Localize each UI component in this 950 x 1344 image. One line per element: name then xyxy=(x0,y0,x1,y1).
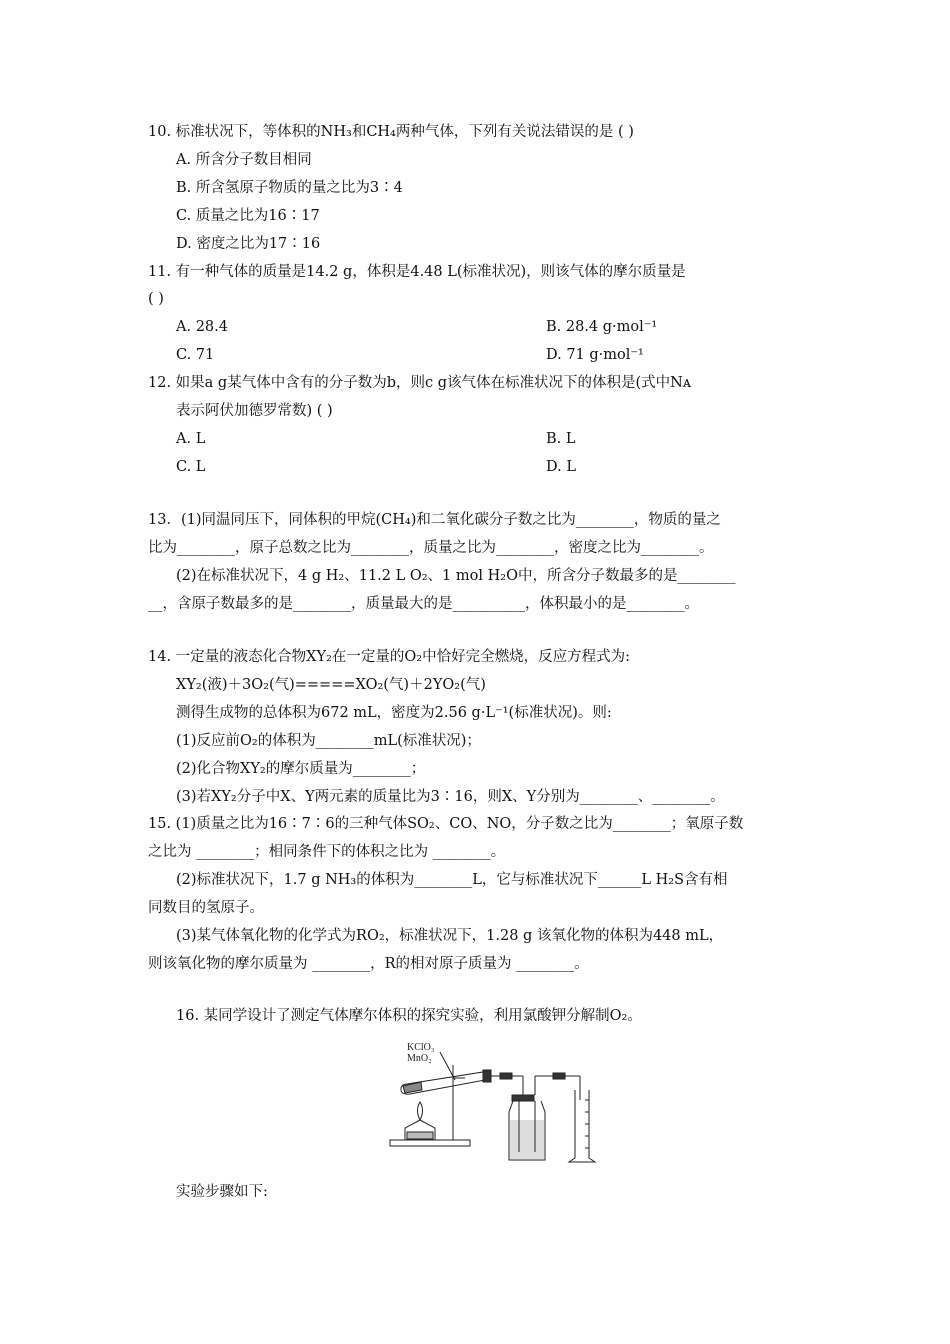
q15-line6: 则该氧化物的摩尔质量为 ________，R的相对原子质量为 ________。 xyxy=(148,956,589,972)
q12-stem-line1: 12. 如果a g某气体中含有的分子数为b，则c g该气体在标准状况下的体积是(式中Nᴀ xyxy=(148,375,692,391)
q11-stem-line1: 11. 有一种气体的质量是14.2 g，体积是4.48 L(标准状况)，则该气体的摩尔质量是 xyxy=(148,264,686,280)
q15-line1: 15. (1)质量之比为16∶7∶6的三种气体SO₂、CO、NO，分子数之比为________；氧原子数 xyxy=(148,816,744,832)
q11-stem-line2: ( ) xyxy=(148,291,164,307)
q15-line4: 同数目的氢原子。 xyxy=(148,900,264,916)
apparatus-svg xyxy=(385,1040,600,1165)
q16-stem: 16. 某同学设计了测定气体摩尔体积的探究实验，利用氯酸钾分解制O₂。 xyxy=(176,1008,642,1024)
q14-part3: (3)若XY₂分子中X、Y两元素的质量比为3∶16，则X、Y分别为________、________。 xyxy=(176,789,725,805)
q10-option-d: D. 密度之比为17∶16 xyxy=(176,236,321,252)
figure-label-kclo3: KClO₃ xyxy=(407,1042,435,1053)
q14-line1: 14. 一定量的液态化合物XY₂在一定量的O₂中恰好完全燃烧，反应方程式为: xyxy=(148,649,630,665)
q15-line5: (3)某气体氧化物的化学式为RO₂，标准状况下，1.28 g 该氧化物的体积为448 mL， xyxy=(176,928,724,944)
q13-line2: 比为________，原子总数之比为________，质量之比为________，密度之比为________。 xyxy=(148,540,714,556)
q13-line3: (2)在标准状况下，4 g H₂、11.2 L O₂、1 mol H₂O中，所含分子数最多的是________ xyxy=(176,568,736,584)
q14-line3: 测得生成物的总体积为672 mL，密度为2.56 g·L⁻¹(标准状况)。则: xyxy=(176,705,612,721)
q10-option-c: C. 质量之比为16∶17 xyxy=(176,208,320,224)
q11-option-d: D. 71 g·mol⁻¹ xyxy=(546,347,644,363)
figure-label-mno2: MnO₂ xyxy=(407,1053,432,1064)
q12-option-a: A. L xyxy=(176,431,206,447)
q10-stem: 10. 标准状况下，等体积的NH₃和CH₄两种气体，下列有关说法错误的是 ( ) xyxy=(148,124,634,140)
q16-steps-heading: 实验步骤如下: xyxy=(176,1184,268,1200)
q12-option-b: B. L xyxy=(546,431,576,447)
q11-option-b: B. 28.4 g·mol⁻¹ xyxy=(546,319,658,335)
q12-option-c: C. L xyxy=(176,459,206,475)
q15-line3: (2)标准状况下，1.7 g NH₃的体积为________L，它与标准状况下______L H₂S含有相 xyxy=(176,872,728,888)
q13-line4: __，含原子数最多的是________，质量最大的是__________，体积最小的是________。 xyxy=(148,596,699,612)
q12-option-d: D. L xyxy=(546,459,576,475)
q14-part2: (2)化合物XY₂的摩尔质量为________； xyxy=(176,761,426,777)
q11-option-a: A. 28.4 xyxy=(176,319,228,335)
q10-option-b: B. 所含氢原子物质的量之比为3∶4 xyxy=(176,180,403,196)
q14-part1: (1)反应前O₂的体积为________mL(标准状况)； xyxy=(176,733,481,749)
q11-option-c: C. 71 xyxy=(176,347,215,363)
apparatus-diagram xyxy=(385,1040,600,1165)
q12-stem-line2: 表示阿伏加德罗常数) ( ) xyxy=(176,403,333,419)
q13-line1: 13．(1)同温同压下，同体积的甲烷(CH₄)和二氧化碳分子数之比为________，物质的量之 xyxy=(148,512,721,528)
q14-equation: XY₂(液)＋3O₂(气)=====XO₂(气)＋2YO₂(气) xyxy=(176,677,486,693)
q10-option-a: A. 所含分子数目相同 xyxy=(176,152,312,168)
q15-line2: 之比为 ________；相同条件下的体积之比为 ________。 xyxy=(148,844,506,860)
